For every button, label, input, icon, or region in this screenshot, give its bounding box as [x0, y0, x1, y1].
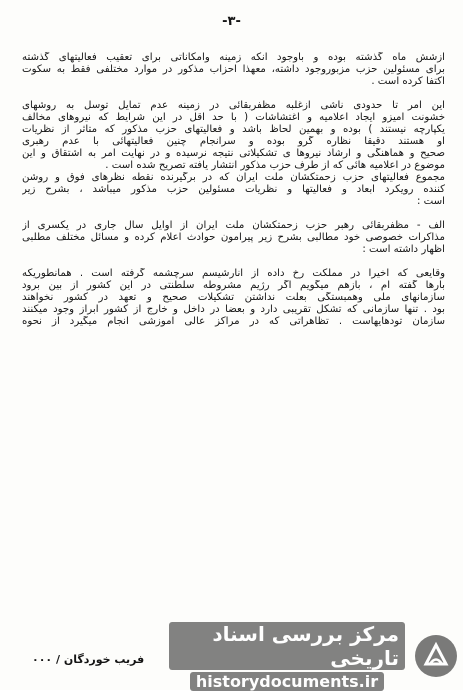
text-line: یکپارچه نیستند ) بوده و بهمین لحاظ باشد و فعالیتهای حزب مذکور که متاثر از نظریات	[22, 124, 445, 135]
text-line: سازمانهای ملی وهمبستگی بعلت نداشتن تشکیلات صحیح و تعهد در کشور نخواهند	[22, 292, 445, 303]
text-line: اظهار داشته است :	[362, 244, 445, 255]
text-line: بارها گفته ام ، بازهم میگویم اگر رژیم مشروطه سلطنتی در این کشور از بین برود	[22, 280, 445, 291]
text-line: این امر تا حدودی ناشی ازغلبه مظفربقائی در زمینه عدم تمایل توسل به روشهای	[22, 100, 445, 111]
text-line: سازمان تودهایهاست . تظاهراتی که در مراکز عالی آموزشی انجام میگیرد از نحوه	[22, 316, 445, 327]
text-line: ازشش ماه گذشته بوده و باوجود آنکه زمینه وامکاناتی برای تعقیب فعالیتهای گذشته	[22, 52, 445, 63]
watermark-title: مرکز بررسی اسناد تاریخی	[169, 622, 405, 670]
text-line: موضوع در اعلامیه هائی که از طرف حزب مذکور انتشار یافته تصریح شده است .	[105, 160, 445, 171]
text-line: او هستند دقیقا نظاره گرو بوده و سرانجام چنین فعالیتهائی با عدم رهبری	[22, 136, 445, 147]
document-body	[22, 52, 445, 328]
paragraph-gap	[22, 256, 445, 268]
text-line: وقایعی که اخیرا در مملکت رخ داده از آنارشیسم سرچشمه گرفته است . همانطوریکه	[22, 268, 445, 279]
text-line: کننده رویکرد ابعاد و فعالیتها و نظریات مسئولین حزب مذکور میباشد ، بشرح زیر	[22, 184, 445, 195]
text-line: خشونت آمیزو ایجاد اعلامیه و اغتشاشات ( با حد اقل در این شرایط که نیروهای مخالف	[22, 112, 445, 123]
text-line: بود . تنها سازمانی که تشکل تقریبی دارد و بعضا در داخل و خارج از کشور ابراز وجود میکنند	[22, 304, 445, 315]
watermark-text	[169, 622, 405, 691]
text-line: صحیح و هماهنگی و ارشاد نیروها ی تشکیلاتی نتیجه نرسیده و در نهایت امر به اشتقاق و این	[22, 148, 445, 159]
text-line: مذاکرات خصوصی خود مطالبی بشرح زیر پیرامون حوادث اعلام کرده و مسائل مختلف مطلبی	[22, 232, 445, 243]
text-line: است :	[416, 196, 445, 207]
text-line: برای مسئولین حزب مزبوروجود داشته، معهذا احزاب مذکور در موارد مختلفی فقط به سکوت	[22, 64, 445, 75]
watermark	[169, 621, 459, 691]
watermark-url: historydocuments.ir	[190, 672, 384, 691]
footer-continuation-note: فریب خوردگان / ۰۰۰	[32, 653, 145, 666]
paragraph-gap	[22, 88, 445, 100]
archive-logo-icon	[413, 633, 459, 679]
text-line: مجموع فعالیتهای حزب زحمتکشان ملت ایران که در برگیرنده نقطه نظرهای فوق و روشن	[22, 172, 445, 183]
paragraph-gap	[22, 208, 445, 220]
text-line: الف - مظفربقائی رهبر حزب زحمتکشان ملت ایران از اوایل سال جاری در یکسری از	[22, 220, 445, 231]
text-line: اکتفا کرده است .	[371, 76, 445, 87]
page-number: -۳-	[222, 14, 241, 29]
